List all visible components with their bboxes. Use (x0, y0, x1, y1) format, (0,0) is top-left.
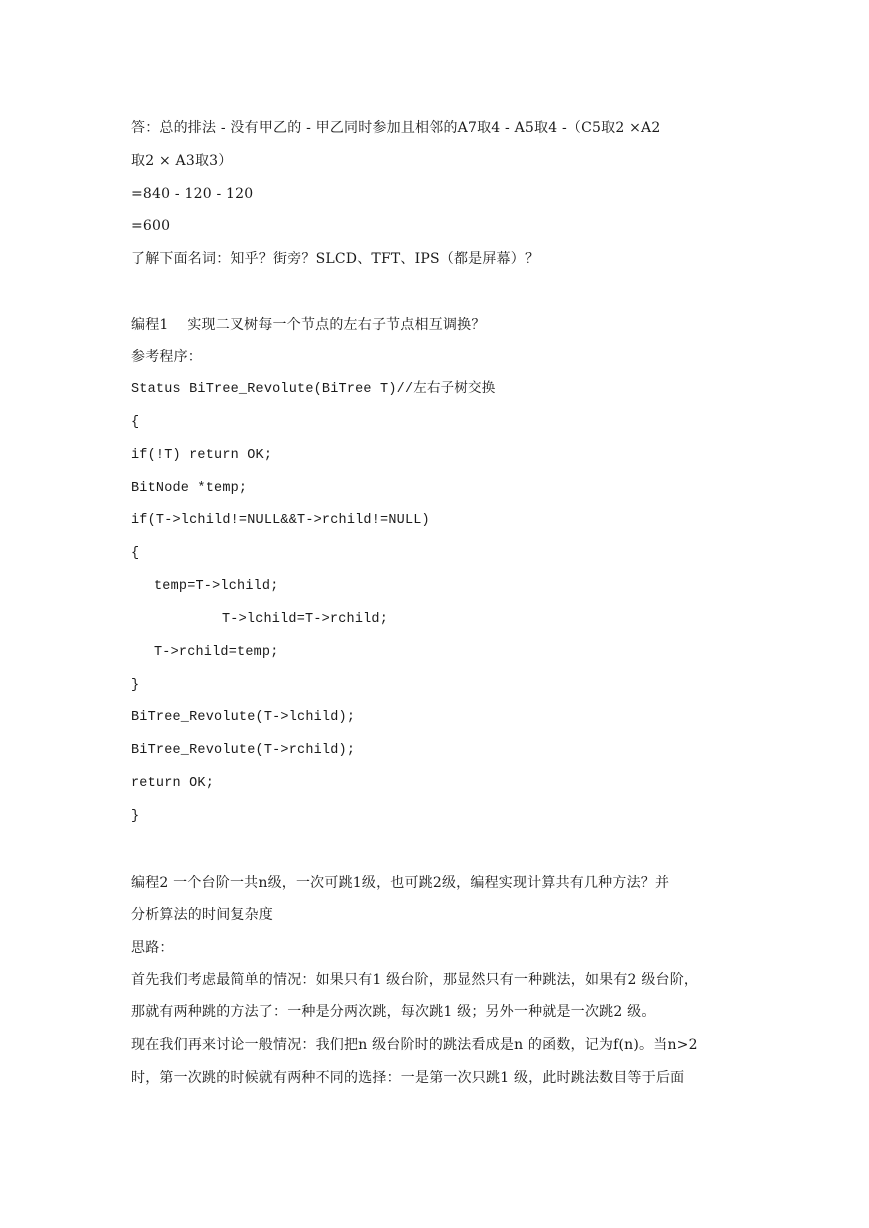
paragraph-2-line-1: 现在我们再来讨论一般情况：我们把n 级台阶时的跳法看成是n 的函数，记为f(n)。当n>2 (131, 1037, 698, 1053)
answer-line-1: 答：总的排法 - 没有甲乙的 - 甲乙同时参加且相邻的A7取4 - A5取4 -（C5取2 ×A2 (131, 120, 661, 136)
reference-program-label: 参考程序： (131, 349, 202, 365)
programming2-title-line-1: 编程2 一个台阶一共n级，一次可跳1级，也可跳2级，编程实现计算共有几种方法？并 (131, 875, 670, 891)
paragraph-2-line-2: 时，第一次跳的时候就有两种不同的选择：一是第一次只跳1 级，此时跳法数目等于后面 (131, 1070, 685, 1086)
code-line: BiTree_Revolute(T->lchild); (131, 710, 356, 725)
code-line: { (131, 546, 140, 561)
code-line: { (131, 415, 140, 430)
answer-line-3: =840 - 120 - 120 (131, 186, 254, 202)
code-line: if(!T) return OK; (131, 448, 273, 463)
code-line: } (131, 809, 140, 824)
paragraph-1-line-1: 首先我们考虑最简单的情况：如果只有1 级台阶，那显然只有一种跳法，如果有2 级台阶， (131, 972, 699, 988)
code-line: temp=T->lchild; (154, 579, 279, 594)
code-line: if(T->lchild!=NULL&&T->rchild!=NULL) (131, 513, 430, 528)
code-line: T->rchild=temp; (154, 645, 279, 660)
code-line: } (131, 678, 140, 693)
code-line: return OK; (131, 776, 215, 791)
code-line: BitNode *temp; (131, 481, 248, 496)
code-line: Status BiTree_Revolute(BiTree T)//左右子树交换 (131, 382, 496, 397)
terms-question: 了解下面名词：知乎？街旁？SLCD、TFT、IPS（都是屏幕）？ (131, 251, 540, 267)
idea-label: 思路： (131, 940, 174, 956)
answer-line-4: =600 (131, 218, 171, 234)
paragraph-1-line-2: 那就有两种跳的方法了：一种是分两次跳，每次跳1 级；另外一种就是一次跳2 级。 (131, 1004, 656, 1020)
code-line: T->lchild=T->rchild; (222, 612, 389, 627)
answer-line-2: 取2 × A3取3） (131, 153, 233, 169)
code-line: BiTree_Revolute(T->rchild); (131, 743, 356, 758)
programming2-title-line-2: 分析算法的时间复杂度 (131, 907, 273, 923)
programming1-title: 编程1 实现二叉树每一个节点的左右子节点相互调换？ (131, 317, 486, 333)
